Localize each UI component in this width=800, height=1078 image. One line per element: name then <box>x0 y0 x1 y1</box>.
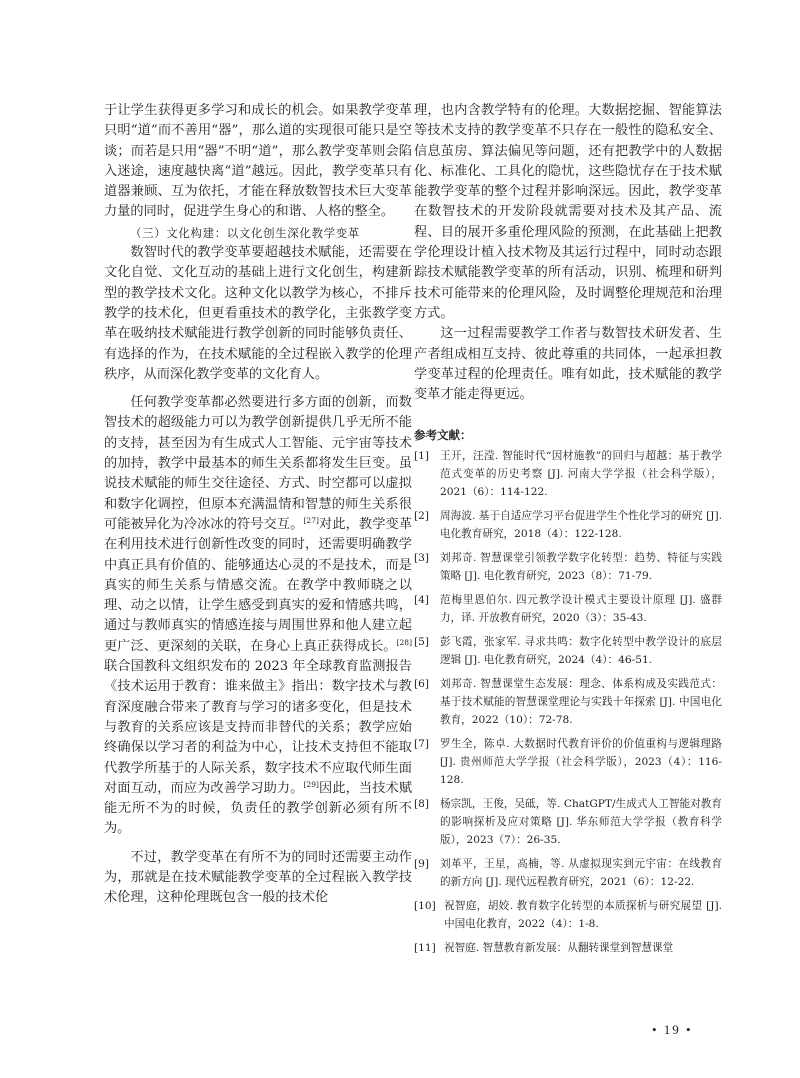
reference-item <box>414 939 722 957</box>
reference-number: [9] <box>414 858 430 871</box>
body-paragraph: 于让学生获得更多学习和成长的机会。如果教学变革只明“道”而不善用“器”，那么道的实现很可能只是空谈；而若是只用“器”不明“道”，那么教学变革则会陷入迷途，速度越快离“道”越远。因此，教学变革只有道器兼顾、互为依托，才能在释放数智技术巨大变革力量的同时，促进学生身心的和谐、人格的整全。 <box>104 103 412 220</box>
reference-item <box>414 897 722 933</box>
reference-number: [2] <box>414 510 430 523</box>
section-heading: （三）文化构建：以文化创生深化教学变革 <box>130 225 360 240</box>
reference-number: [11] <box>414 942 436 955</box>
reference-text: 刘邦奇. 智慧课堂生态发展：理念、体系构成及实践范式：基于技术赋能的智慧课堂理论与实践十年探索 [J]. 中国电化教育，2022（10）：72-78. <box>440 678 722 727</box>
reference-text: 王开，汪滢. 智能时代“因材施教”的回归与超越：基于教学范式变革的历史考察 [J]. 河南大学学报（社会科学版），2021（6）：114-122. <box>440 450 722 499</box>
citation-29: [29] <box>303 779 319 789</box>
reference-item <box>414 675 722 729</box>
reference-number: [1] <box>414 450 430 463</box>
reference-item <box>414 447 722 501</box>
reference-item <box>414 507 722 543</box>
reference-number: [8] <box>414 798 430 811</box>
right-column <box>414 101 722 963</box>
reference-text: 祝智庭. 智慧教育新发展：从翻转课堂到智慧课堂 <box>444 942 674 955</box>
reference-item <box>414 855 722 891</box>
reference-text: 周海波. 基于自适应学习平台促进学生个性化学习的研究 [J]. 电化教育研究，2018（4）：122-128. <box>440 510 722 541</box>
reference-text: 彭飞霞，张家军. 寻求共鸣：数字化转型中教学设计的底层逻辑 [J]. 电化教育研究，2024（4）：46-51. <box>440 636 722 667</box>
body-paragraph: 不过，教学变革在有所不为的同时还需要主动作为，那就是在技术赋能教学变革的全过程嵌入教学技术伦理，这种伦理既包含一般的技术伦 <box>104 849 412 906</box>
text-run: 联合国教科文组织发布的 2023 年全球教育监测报告《技术运用于教育：谁来做主》指出：数字技术与教育深度融合带来了教育与学习的诸多变化，但是技术与教育的关系应该是支持而非替代的关系；教学应始终确保以学习者的利益为中心，让技术支持但不能取代教学所基于的人际关系，数字技术不应取代师生面对面互动，而应为改善学习助力。 <box>104 659 412 796</box>
citation-27: [27] <box>303 515 319 525</box>
reference-number: [5] <box>414 636 430 649</box>
text-run: 因此，当技术赋能无所不为的时候，负责任的教学创新必须有所不为。 <box>104 780 413 837</box>
text-run: 对此，教学变革在利用技术进行创新性改变的同时，还需要明确教学中真正具有价值的、能够通达心灵的不是技术，而是真实的师生关系与情感交流。在教学中教师晓之以理、动之以情，让学生感受到真实的爱和情感共鸣，通过与教师真实的情感连接与周围世界和他人建立起更广泛、更深刻的关联，在身心上真正获得成长。 <box>104 516 413 654</box>
body-paragraph: 数智时代的教学变革要超越技术赋能，还需要在文化自觉、文化互动的基础上进行文化创生，构建新型的教学技术文化。这种文化以教学为核心，不排斥教学的技术化，但更看重技术的教学化，主张教学变革在吸纳技术赋能进行教学创新的同时能够负责任、有选择的作为，在技术赋能的全过程嵌入教学的伦理秩序，从而深化教学变革的文化育人。 <box>104 245 412 382</box>
reference-text: 罗生全，陈卓. 大数据时代教育评价的价值重构与逻辑理路 [J]. 贵州师范大学学报（社会科学版），2023（4）：116-128. <box>440 738 722 787</box>
left-column <box>104 101 412 909</box>
reference-item <box>414 633 722 669</box>
reference-number: [7] <box>414 738 430 751</box>
body-paragraph <box>104 393 412 840</box>
body-paragraph: 这一过程需要教学工作者与数智技术研发者、生产者组成相互支持、彼此尊重的共同体，一起承担教学变革过程的伦理责任。唯有如此，技术赋能的教学变革才能走得更远。 <box>414 326 722 403</box>
reference-item <box>414 735 722 789</box>
reference-text: 刘革平，王星，高楠，等. 从虚拟现实到元宇宙：在线教育的新方向 [J]. 现代远程教育研究，2021（6）：12-22. <box>440 858 722 889</box>
reference-text: 杨宗凯，王俊，吴砥，等. ChatGPT/生成式人工智能对教育的影响探析及应对策略 [J]. 华东师范大学学报（教育科学版），2023（7）：26-35. <box>440 798 722 847</box>
reference-number: [4] <box>414 594 430 607</box>
reference-number: [6] <box>414 678 430 691</box>
page-number: • 19 • <box>652 1022 693 1037</box>
reference-number: [3] <box>414 552 430 565</box>
reference-text: 刘邦奇. 智慧课堂引领教学数字化转型：趋势、特征与实践策略 [J]. 电化教育研究，2023（8）：71-79. <box>440 552 722 583</box>
reference-item <box>414 795 722 849</box>
reference-list <box>414 447 722 957</box>
reference-item <box>414 591 722 627</box>
text-run: 任何教学变革都必然要进行多方面的创新，而数智技术的超级能力可以为教学创新提供几乎无所不能的支持，甚至因为有生成式人工智能、元宇宙等技术的加持，教学中最基本的师生关系都将发生巨变。虽说技术赋能的师生交往途径、方式、时空都可以虚拟和数字化调控，但原本充满温情和智慧的师生关系很可能被异化为冷冰冰的符号交互。 <box>104 395 412 532</box>
body-paragraph: 理，也内含教学特有的伦理。大数据挖掘、智能算法等技术支持的教学变革不只存在一般性的隐私安全、信息茧房、算法偏见等问题，还有把教学中的人数据化、标准化、工具化的隐忧，这些隐忧存在于技术赋能教学变革的整个过程并影响深远。因此，教学变革在数智技术的开发阶段就需要对技术及其产品、流程、目的展开多重伦理风险的预测，在此基础上把教学伦理设计植入技术物及其运行过程中，同时动态跟踪技术赋能教学变革的所有活动，识别、梳理和研判技术可能带来的伦理风险，及时调整伦理规范和治理方式。 <box>414 103 722 321</box>
reference-item <box>414 549 722 585</box>
reference-text: 祝智庭，胡姣. 教育数字化转型的本质探析与研究展望 [J]. 中国电化教育，2022（4）：1-8. <box>444 900 722 931</box>
references-heading: 参考文献： <box>414 428 472 443</box>
reference-text: 范梅里恩伯尔. 四元教学设计模式主要设计原理 [J]. 盛群力，译. 开放教育研究，2020（3）：35-43. <box>440 594 722 625</box>
reference-number: [10] <box>414 900 436 913</box>
citation-28: [28] <box>396 637 412 647</box>
